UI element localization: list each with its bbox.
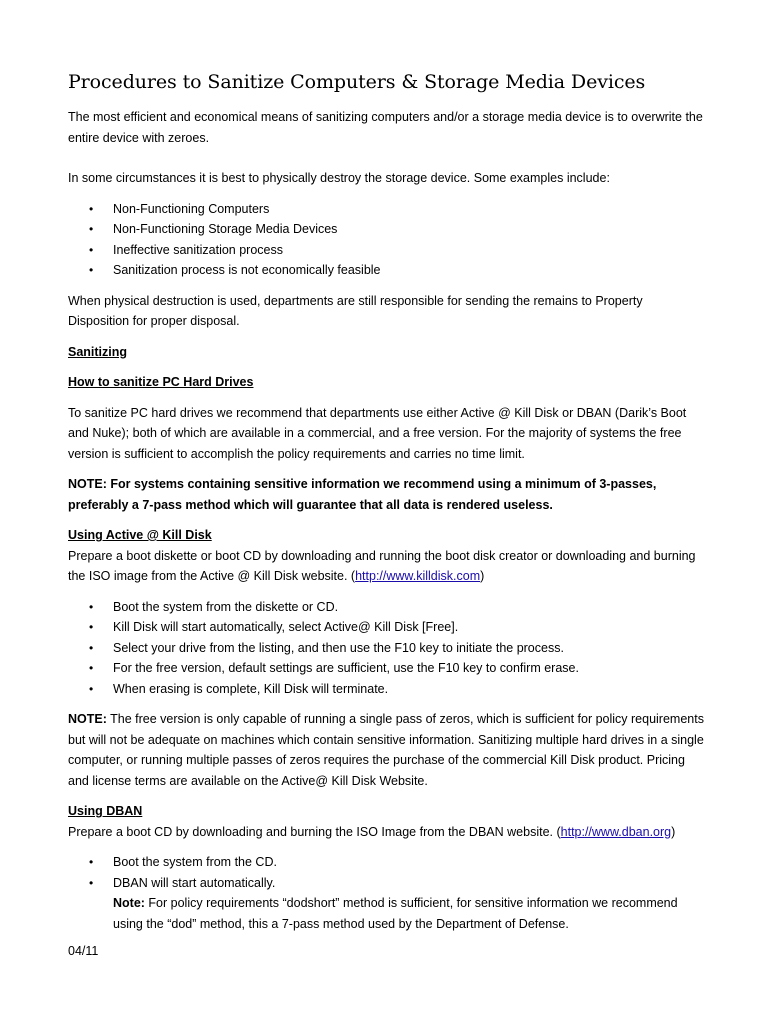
list-item: • Sanitization process is not economically feasible <box>68 260 704 281</box>
intro-paragraph: The most efficient and economical means of sanitizing computers and/or a storage media device is to overwrite the entire device with zeroes. <box>68 110 703 145</box>
how-to-heading: How to sanitize PC Hard Drives <box>68 375 254 389</box>
dban-link[interactable]: http://www.dban.org <box>560 824 672 839</box>
killdisk-heading: Using Active @ Kill Disk <box>68 528 212 542</box>
destroy-examples-list <box>68 199 704 281</box>
killdisk-note-paragraph <box>68 709 704 791</box>
list-item: • Non-Functioning Storage Media Devices <box>68 219 704 240</box>
list-item: • When erasing is complete, Kill Disk will terminate. <box>68 679 704 700</box>
dban-note-text: For policy requirements “dodshort” method is sufficient, for sensitive information we recommend using the “dod” method, this a 7-pass method used by the Department of Defense. <box>113 896 678 931</box>
list-item: • Select your drive from the listing, and then use the F10 key to initiate the process. <box>68 638 704 659</box>
destruction-note-paragraph: When physical destruction is used, departments are still responsible for sending the remains to Property Disposition for proper disposal. <box>68 293 643 328</box>
dban-note-label: Note: <box>113 896 145 910</box>
list-item: • Boot the system from the diskette or CD. <box>68 597 704 618</box>
killdisk-text-end: ) <box>480 569 485 583</box>
killdisk-text: Prepare a boot diskette or boot CD by downloading and running the boot disk creator or downloading and burning the ISO image from the Active @ Kill Disk website. ( <box>68 548 696 583</box>
page-title: Procedures to Sanitize Computers & Storage Media Devices <box>68 71 646 93</box>
sanitizing-heading: Sanitizing <box>68 344 128 359</box>
dban-steps-list <box>68 852 704 934</box>
destroy-intro-paragraph: In some circumstances it is best to physically destroy the storage device. Some examples include: <box>68 171 610 185</box>
killdisk-paragraph <box>68 546 704 587</box>
list-item: • Ineffective sanitization process <box>68 240 704 261</box>
document-page <box>68 69 704 944</box>
list-item: • Kill Disk will start automatically, select Active@ Kill Disk [Free]. <box>68 617 704 638</box>
dban-step-2-text: DBAN will start automatically. <box>113 875 276 890</box>
dban-step-2-note <box>113 893 704 934</box>
footer-date: 04/11 <box>68 944 99 958</box>
killdisk-note-text: The free version is only capable of running a single pass of zeros, which is sufficient for policy requirements but will not be adequate on machines which contain sensitive information. Sanitizing multiple hard drives in a single computer, or running multiple passes of zeros requires the purchase of the commercial Kill Disk product. Pricing and license terms are available on the Active@ Kill Disk Website. <box>68 712 704 788</box>
list-item <box>68 873 704 935</box>
killdisk-note-label: NOTE: <box>68 712 107 726</box>
how-to-paragraph: To sanitize PC hard drives we recommend that departments use either Active @ Kill Disk or DBAN (Darik’s Boot and Nuke); both of which are available in a commercial, and a free version. For the majority of systems the free version is sufficient to accomplish the policy requirements and carries no time limit. <box>68 405 687 461</box>
list-item: • Boot the system from the CD. <box>68 852 704 873</box>
dban-paragraph <box>68 822 704 843</box>
list-item: • For the free version, default settings are sufficient, use the F10 key to confirm erase. <box>68 658 704 679</box>
dban-text-end: ) <box>671 824 676 839</box>
list-item: • Non-Functioning Computers <box>68 199 704 220</box>
sensitive-note-paragraph <box>68 474 704 515</box>
dban-text: Prepare a boot CD by downloading and burning the ISO Image from the DBAN website. ( <box>68 824 561 839</box>
dban-heading: Using DBAN <box>68 804 143 818</box>
sensitive-note-text: NOTE: For systems containing sensitive information we recommend using a minimum of 3-passes, preferably a 7-pass method which will guarantee that all data is rendered useless. <box>68 477 657 512</box>
killdisk-link[interactable]: http://www.killdisk.com <box>355 569 481 583</box>
killdisk-steps-list <box>68 597 704 700</box>
